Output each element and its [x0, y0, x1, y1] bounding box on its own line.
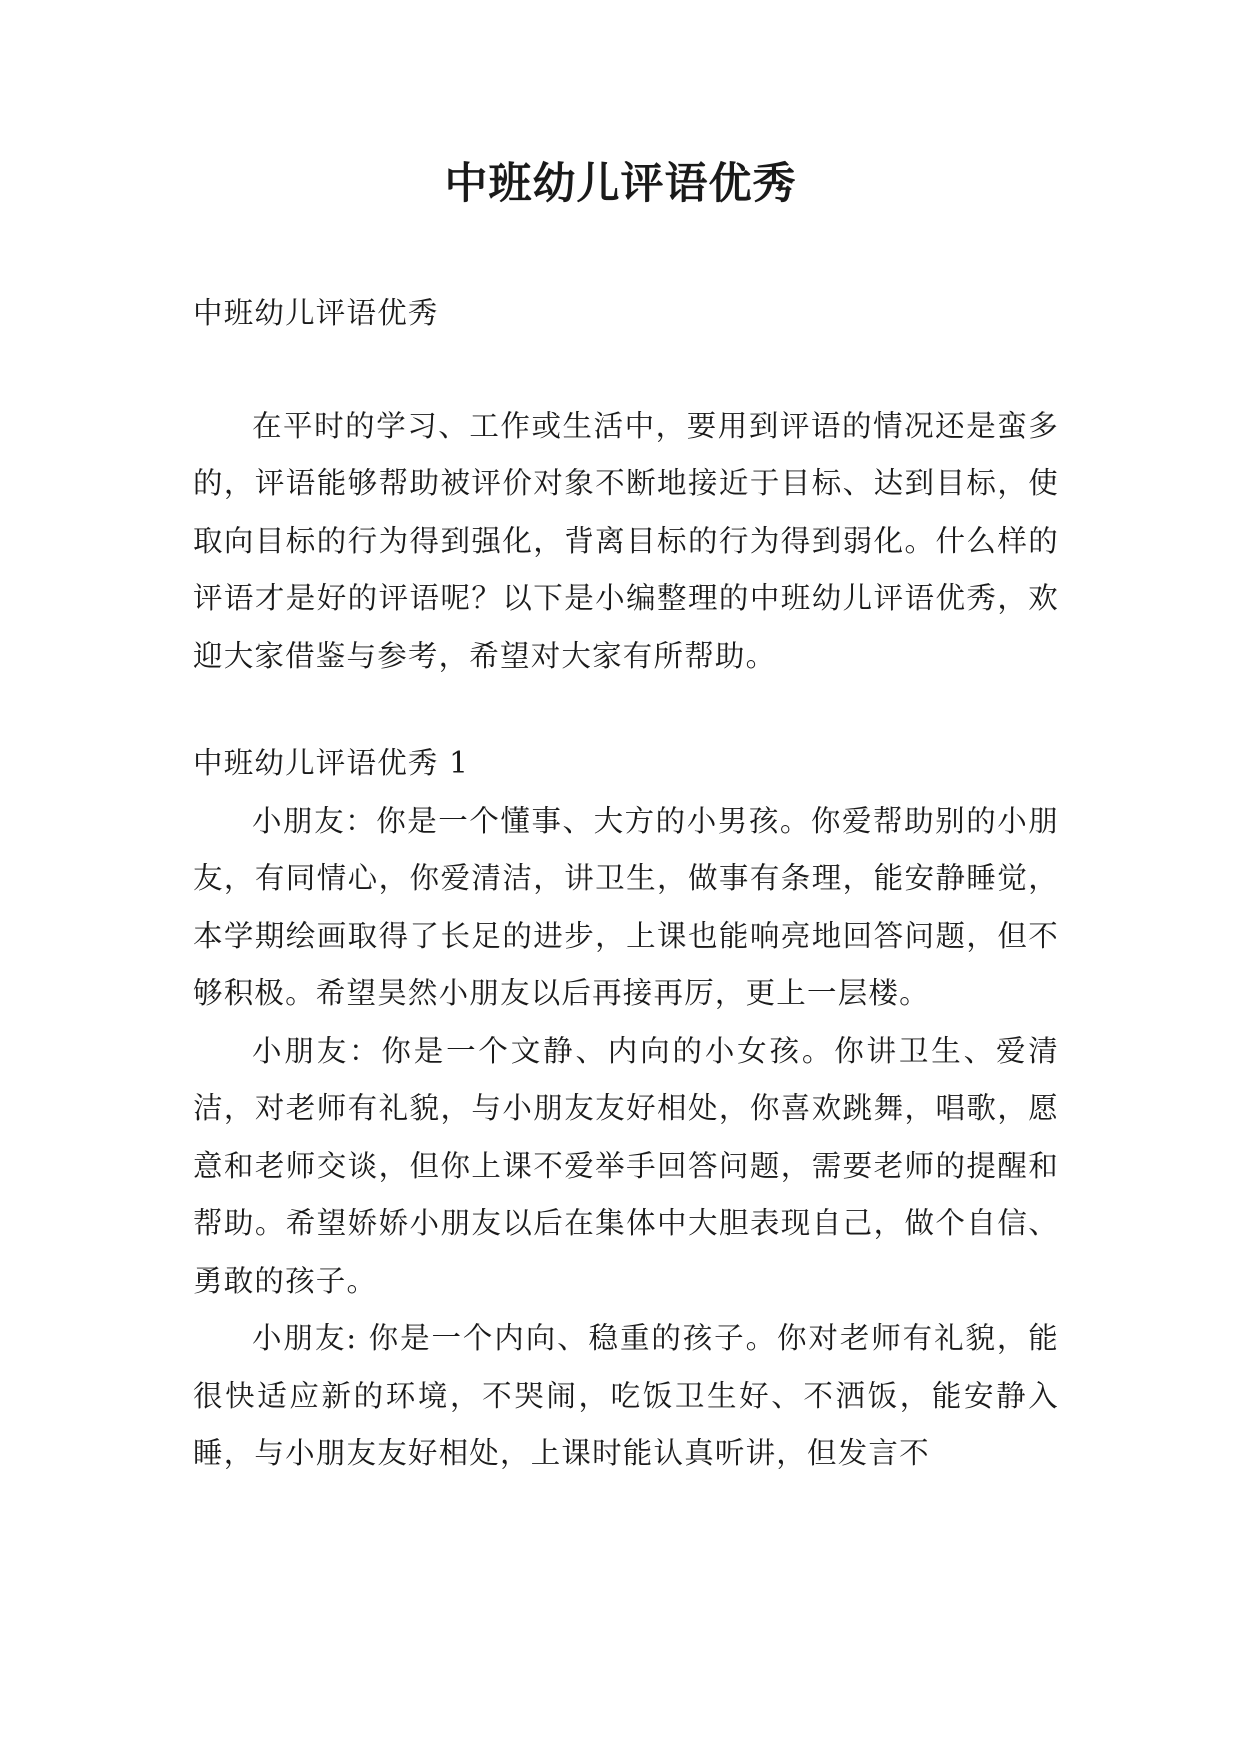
document-title: 中班幼儿评语优秀: [444, 159, 797, 209]
evaluation-paragraph: 小朋友：你是一个懂事、大方的小男孩。你爱帮助别的小朋友，有同情心，你爱清洁，讲卫生，做事有条理，能安静睡觉，本学期绘画取得了长足的进步，上课也能响亮地回答问题，但不够积极。希望昊然小朋友以后再接再厉，更上一层楼。: [193, 803, 1059, 1010]
document-body: [193, 285, 1059, 1483]
document-subtitle: 中班幼儿评语优秀: [193, 296, 439, 330]
evaluation-paragraph: 小朋友: 你是一个内向、稳重的孩子。你对老师有礼貌，能很快适应新的环境，不哭闹，吃饭卫生好、不洒饭，能安静入睡，与小朋友友好相处，上课时能认真听讲，但发言不: [193, 1321, 1059, 1470]
evaluation-paragraph: 小朋友：你是一个文静、内向的小女孩。你讲卫生、爱清洁，对老师有礼貌，与小朋友友好相处，你喜欢跳舞，唱歌，愿意和老师交谈，但你上课不爱举手回答问题，需要老师的提醒和帮助。希望娇娇小朋友以后在集体中大胆表现自己，做个自信、勇敢的孩子。: [193, 1033, 1059, 1298]
intro-paragraph: 在平时的学习、工作或生活中，要用到评语的情况还是蛮多的，评语能够帮助被评价对象不断地接近于目标、达到目标，使取向目标的行为得到强化，背离目标的行为得到弱化。什么样的评语才是好的评语呢？以下是小编整理的中班幼儿评语优秀，欢迎大家借鉴与参考，希望对大家有所帮助。: [193, 408, 1059, 673]
spacer: [193, 685, 1059, 735]
spacer: [193, 343, 1059, 398]
section-heading: 中班幼儿评语优秀 1: [193, 746, 470, 780]
